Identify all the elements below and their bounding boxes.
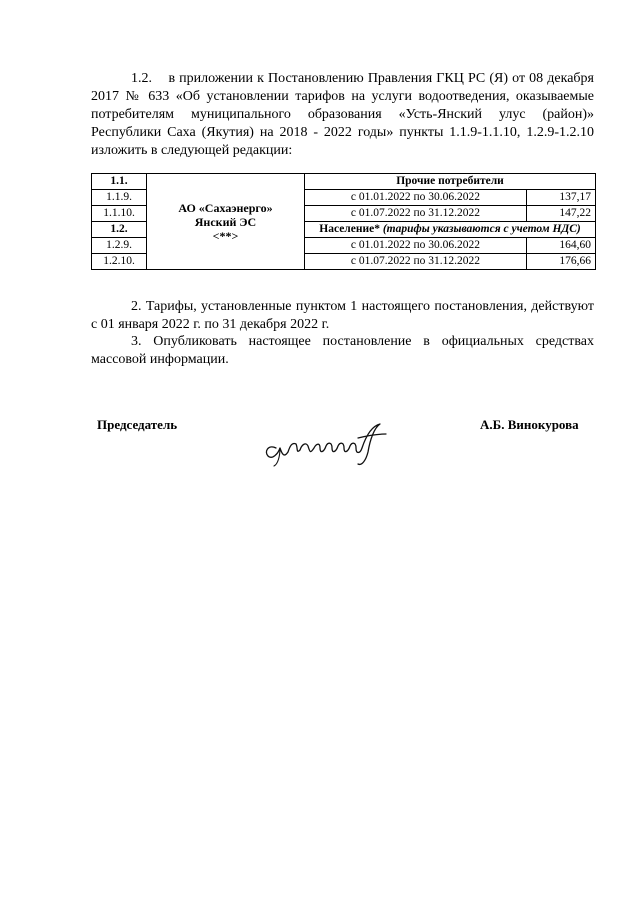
row-number: 1.2. — [92, 222, 147, 238]
organization-line: <**> — [212, 228, 239, 243]
tariff-table — [91, 173, 596, 270]
row-number: 1.2.9. — [92, 238, 147, 254]
tariff-value: 147,22 — [527, 206, 596, 222]
row-number: 1.1. — [92, 174, 147, 190]
group-header: Население* (тарифы указываются с учетом НДС) — [305, 222, 596, 238]
group-header-note: (тарифы указываются с учетом НДС) — [382, 223, 581, 235]
row-number: 1.1.10. — [92, 206, 147, 222]
paragraph-number: 1.2. — [131, 71, 152, 86]
signatory-position: Председатель — [97, 417, 178, 432]
tariff-value: 164,60 — [527, 238, 596, 254]
row-number: 1.1.9. — [92, 190, 147, 206]
tariff-value: 176,66 — [527, 254, 596, 270]
row-number: 1.2.10. — [92, 254, 147, 270]
period-cell: с 01.07.2022 по 31.12.2022 — [305, 206, 527, 222]
period-cell: с 01.01.2022 по 30.06.2022 — [305, 190, 527, 206]
organization-line: АО «Сахаэнерго» — [178, 200, 273, 215]
handwritten-signature — [262, 418, 390, 470]
table-row — [92, 174, 596, 190]
organization-cell — [147, 174, 305, 270]
organization-line: Янский ЭС — [194, 214, 257, 229]
paragraph-3: 3. Опубликовать настоящее постановление в официальных средствах массовой информации. — [91, 334, 594, 367]
paragraph-text: в приложении к Постановлению Правления ГКЦ РС (Я) от 08 декабря 2017 № 633 «Об установлении тарифов на услуги водоотведения, оказываемые потребителям муниципального образования «Усть-Янский улус (район)» Республики Саха (Якутия) на 2018 - 2022 годы» пункты 1.1.9-1.1.10, 1.2.9-1.2.10 изложить в следующей редакции: — [91, 71, 594, 158]
group-header: Прочие потребители — [305, 174, 596, 190]
period-cell: с 01.07.2022 по 31.12.2022 — [305, 254, 527, 270]
tariff-value: 137,17 — [527, 190, 596, 206]
paragraph-1-2 — [91, 70, 594, 160]
period-cell: с 01.01.2022 по 30.06.2022 — [305, 238, 527, 254]
paragraph-2: 2. Тарифы, установленные пунктом 1 настоящего постановления, действуют с 01 января 2022 г. по 31 декабря 2022 г. — [91, 299, 594, 332]
signatory-name: А.Б. Винокурова — [480, 417, 579, 432]
